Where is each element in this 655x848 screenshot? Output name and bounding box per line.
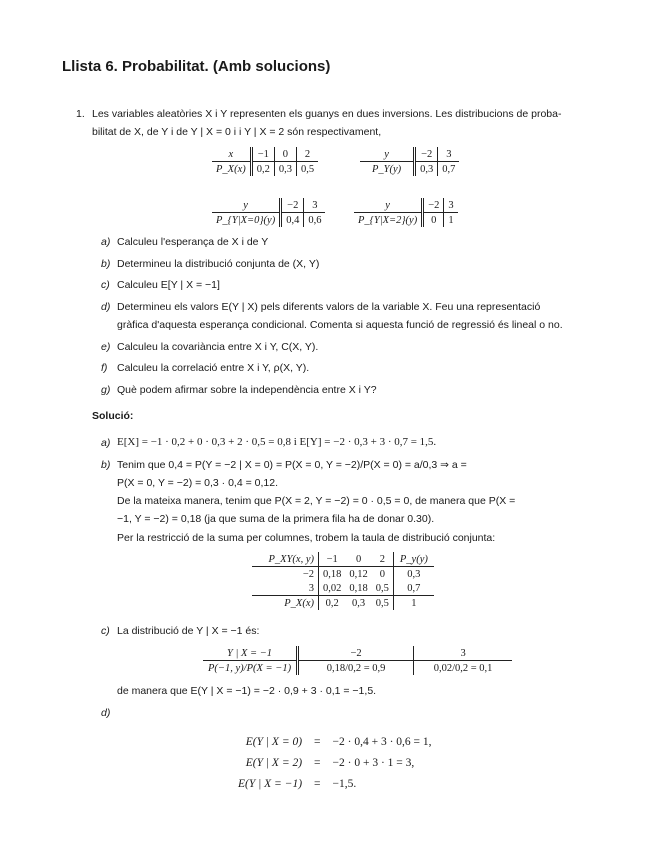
table-cell: y: [354, 198, 423, 213]
table-cell: 0,3: [274, 162, 296, 177]
table-cell: 0,18/0,2 = 0,9: [298, 661, 414, 676]
table-cell: −1: [319, 552, 346, 567]
question-label: a): [101, 236, 111, 248]
solution-label: d): [101, 707, 111, 719]
question-text: Calculeu la correlació entre X i Y, ρ(X, Y).: [117, 362, 310, 374]
table-py: [360, 147, 459, 176]
solution-c-text: La distribució de Y | X = −1 és:: [117, 625, 260, 637]
solution-b-line: −1, Y = −2) = 0,18 (ja que suma de la primera fila ha de donar 0.30).: [117, 513, 435, 525]
question-label: f): [101, 362, 108, 374]
table-cell: 2: [372, 552, 394, 567]
table-cell: 0,3: [415, 162, 438, 177]
table-y-given-x0: [212, 198, 325, 227]
table-cell: 3: [304, 198, 326, 213]
table-cell: P_X(x): [212, 162, 251, 177]
question-text: Determineu la distribució conjunta de (X, Y): [117, 258, 320, 270]
table-cell: 0: [372, 567, 394, 582]
solution-c-after: de manera que E(Y | X = −1) = −2 · 0,9 + 3 · 0,1 = −1,5.: [117, 685, 377, 697]
table-cell: P_Y(y): [360, 162, 415, 177]
table-cell: Y | X = −1: [203, 646, 298, 661]
solution-label: a): [101, 437, 111, 449]
equation-rhs: −2 · 0 + 3 · 1 = 3,: [332, 756, 415, 769]
question-text: Què podem afirmar sobre la independència entre X i Y?: [117, 384, 377, 396]
table-cell: 0: [345, 552, 371, 567]
table-cell: 0,2: [319, 596, 346, 611]
equation-sign: =: [314, 777, 321, 790]
table-cell: 3: [444, 198, 458, 213]
page-title: Llista 6. Probabilitat. (Amb solucions): [62, 58, 331, 75]
table-cell: P(−1, y)/P(X = −1): [203, 661, 298, 676]
table-cell: −1: [251, 147, 274, 162]
question-text: Calculeu l'esperança de X i de Y: [117, 236, 269, 248]
problem-number: 1.: [76, 108, 85, 120]
question-text: Calculeu la covariància entre X i Y, C(X, Y).: [117, 341, 319, 353]
table-cell: 0,6: [308, 214, 322, 226]
table-cell: 3: [414, 646, 513, 661]
table-cell: 1: [448, 214, 454, 226]
problem-intro-line1: Les variables aleatòries X i Y representen els guanys en dues inversions. Les distribucions de proba-: [92, 108, 562, 120]
question-label: b): [101, 258, 111, 270]
solution-b-line: Tenim que 0,4 = P(Y = −2 | X = 0) = P(X = 0, Y = −2)/P(X = 0) = a/0,3 ⇒ a =: [117, 459, 467, 471]
table-cell: P_XY(x, y): [252, 552, 319, 567]
table-cell: 0: [274, 147, 296, 162]
table-cell: 0,7: [442, 163, 456, 175]
table-y-given-x2: [354, 198, 458, 227]
solution-a-text: E[X] = −1 · 0,2 + 0 · 0,3 + 2 · 0,5 = 0,8 i E[Y] = −2 · 0,3 + 3 · 0,7 = 1,5.: [117, 436, 437, 448]
question-label: e): [101, 341, 111, 353]
table-cell: P_X(x): [252, 596, 319, 611]
table-cell: −2: [423, 198, 444, 213]
table-cell: −2: [298, 646, 414, 661]
equation-rhs: −2 · 0,4 + 3 · 0,6 = 1,: [332, 735, 432, 748]
table-cell: 0,02/0,2 = 0,1: [433, 662, 493, 674]
table-cell: 1: [393, 596, 433, 611]
table-cell: 0,3: [407, 568, 421, 580]
table-cell: 3: [438, 147, 460, 162]
table-cell: 0,5: [372, 596, 394, 611]
conditional-table: [203, 646, 512, 675]
equation-sign: =: [314, 756, 321, 769]
table-cell: P_{Y|X=0}(y): [212, 213, 281, 228]
table-cell: 0,7: [407, 582, 421, 594]
solution-b-line: P(X = 0, Y = −2) = 0,3 · 0,4 = 0,12.: [117, 477, 279, 489]
solution-heading: Solució:: [92, 410, 134, 422]
table-cell: −2: [252, 567, 319, 582]
solution-label: b): [101, 459, 111, 471]
table-cell: 0,3: [345, 596, 371, 611]
question-text: Determineu els valors E(Y | X) pels diferents valors de la variable X. Feu una representació: [117, 301, 541, 313]
table-px: [212, 147, 318, 176]
table-cell: 0,02: [323, 582, 342, 594]
solution-b-line: Per la restricció de la suma per columnes, trobem la taula de distribució conjunta:: [117, 532, 496, 544]
equations: [232, 731, 438, 794]
joint-distribution-table: [252, 552, 434, 610]
table-cell: 0,18: [349, 582, 368, 594]
table-cell: 0,5: [372, 581, 394, 596]
table-cell: 0: [423, 213, 444, 228]
equation-lhs: E(Y | X = 2): [245, 756, 303, 769]
problem-intro-line2: bilitat de X, de Y i de Y | X = 0 i i Y | X = 2 són respectivament,: [92, 126, 382, 138]
question-text: gràfica d'aquesta esperança condicional. Comenta si aquesta funció de regressió és lineal o no.: [117, 319, 563, 331]
table-cell: 0,18: [323, 568, 342, 580]
table-cell: 3: [252, 581, 319, 596]
table-cell: 0,5: [300, 163, 315, 175]
table-cell: P_{Y|X=2}(y): [354, 213, 423, 228]
question-label: g): [101, 384, 111, 396]
table-cell: 0,2: [251, 162, 274, 177]
question-label: c): [101, 279, 110, 291]
equation-sign: =: [314, 735, 321, 748]
table-cell: y: [212, 198, 281, 213]
table-cell: 0,12: [349, 568, 368, 580]
question-text: Calculeu E[Y | X = −1]: [117, 279, 220, 291]
table-cell: 2: [296, 147, 318, 162]
solution-label: c): [101, 625, 110, 637]
table-cell: −2: [281, 198, 304, 213]
table-cell: y: [360, 147, 415, 162]
equation-lhs: E(Y | X = −1): [238, 777, 303, 790]
solution-b-line: De la mateixa manera, tenim que P(X = 2, Y = −2) = 0 · 0,5 = 0, de manera que P(X =: [117, 495, 516, 507]
table-cell: P_y(y): [393, 552, 433, 567]
question-label: d): [101, 301, 111, 313]
table-cell: −2: [415, 147, 438, 162]
table-cell: 0,4: [281, 213, 304, 228]
equation-rhs: −1,5.: [332, 777, 357, 790]
equation-lhs: E(Y | X = 0): [245, 735, 303, 748]
table-cell: x: [212, 147, 251, 162]
